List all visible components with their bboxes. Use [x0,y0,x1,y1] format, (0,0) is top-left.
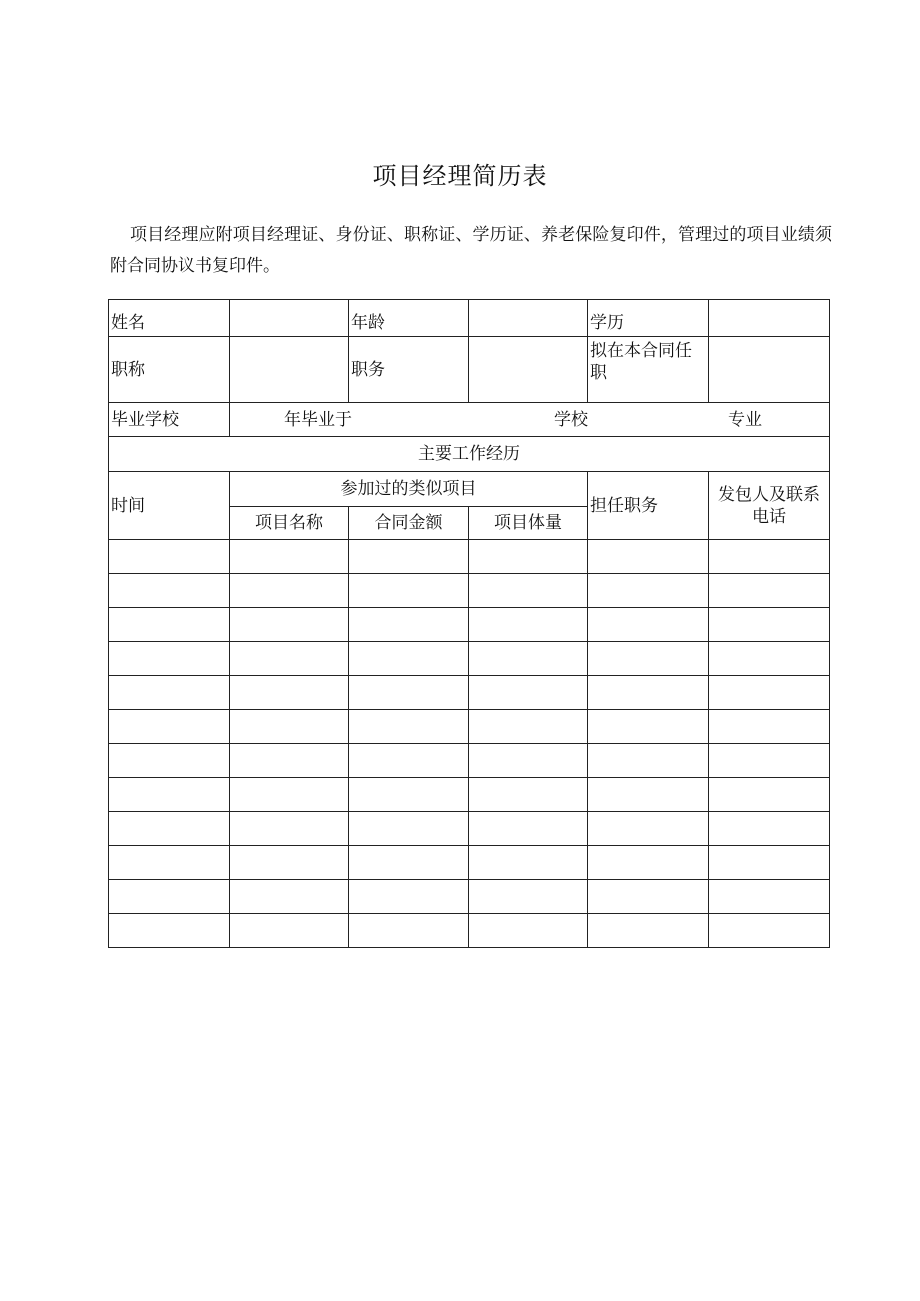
table-row [109,608,830,642]
table-row [109,710,830,744]
school-label: 毕业学校 [109,403,230,437]
education-label: 学历 [588,300,709,337]
table-row [109,676,830,710]
role-cell[interactable] [588,676,709,710]
school-field[interactable] [230,403,830,437]
table-row [109,914,830,948]
table-row [109,880,830,914]
position-label: 职务 [349,337,469,403]
role-cell[interactable] [588,574,709,608]
project-name-cell[interactable] [230,778,349,812]
project-volume-cell[interactable] [469,880,588,914]
col-role-header: 担任职务 [588,472,709,540]
contract-amount-cell[interactable] [349,778,469,812]
project-name-cell[interactable] [230,812,349,846]
proposed-role-field[interactable] [709,337,830,403]
project-volume-cell[interactable] [469,574,588,608]
time-cell[interactable] [109,676,230,710]
role-cell[interactable] [588,744,709,778]
role-cell[interactable] [588,540,709,574]
table-row [109,574,830,608]
col-projects-group-header: 参加过的类似项目 [230,472,588,507]
project-volume-cell[interactable] [469,914,588,948]
experience-section-title: 主要工作经历 [109,437,830,472]
role-cell[interactable] [588,914,709,948]
time-cell[interactable] [109,710,230,744]
contract-amount-cell[interactable] [349,574,469,608]
role-cell[interactable] [588,880,709,914]
role-cell[interactable] [588,608,709,642]
title-info-row [109,337,830,403]
time-cell[interactable] [109,540,230,574]
name-field[interactable] [230,300,349,337]
role-cell[interactable] [588,642,709,676]
project-name-cell[interactable] [230,574,349,608]
project-name-cell[interactable] [230,608,349,642]
project-volume-cell[interactable] [469,540,588,574]
experience-rows [109,540,830,948]
time-cell[interactable] [109,778,230,812]
education-field[interactable] [709,300,830,337]
time-cell[interactable] [109,812,230,846]
contract-amount-cell[interactable] [349,540,469,574]
project-name-cell[interactable] [230,642,349,676]
project-name-cell[interactable] [230,710,349,744]
position-field[interactable] [469,337,588,403]
time-cell[interactable] [109,608,230,642]
role-cell[interactable] [588,846,709,880]
project-volume-cell[interactable] [469,608,588,642]
school-text: 学校 [554,409,588,430]
col-project-volume-header: 项目体量 [469,507,588,540]
project-name-cell[interactable] [230,880,349,914]
time-cell[interactable] [109,846,230,880]
employer-contact-cell[interactable] [709,778,830,812]
project-volume-cell[interactable] [469,812,588,846]
role-cell[interactable] [588,710,709,744]
col-contract-amount-header: 合同金额 [349,507,469,540]
employer-contact-cell[interactable] [709,846,830,880]
time-cell[interactable] [109,744,230,778]
employer-contact-cell[interactable] [709,574,830,608]
project-volume-cell[interactable] [469,778,588,812]
col-time-header: 时间 [109,472,230,540]
project-volume-cell[interactable] [469,846,588,880]
time-cell[interactable] [109,642,230,676]
contract-amount-cell[interactable] [349,846,469,880]
project-name-cell[interactable] [230,846,349,880]
contract-amount-cell[interactable] [349,676,469,710]
intro-paragraph: 项目经理应附项目经理证、身份证、职称证、学历证、养老保险复印件，管理过的项目业绩须附合同协议书复印件。 [110,225,832,276]
contract-amount-cell[interactable] [349,642,469,676]
experience-header-row [109,472,830,507]
col-project-name-header: 项目名称 [230,507,349,540]
graduated-year-text: 年毕业于 [284,409,352,430]
time-cell[interactable] [109,914,230,948]
table-row [109,540,830,574]
role-cell[interactable] [588,812,709,846]
table-row [109,744,830,778]
contract-amount-cell[interactable] [349,812,469,846]
project-volume-cell[interactable] [469,744,588,778]
contract-amount-cell[interactable] [349,710,469,744]
role-cell[interactable] [588,778,709,812]
name-label: 姓名 [109,300,230,337]
project-volume-cell[interactable] [469,642,588,676]
project-name-cell[interactable] [230,914,349,948]
basic-info-row [109,300,830,337]
employer-contact-cell[interactable] [709,540,830,574]
project-name-cell[interactable] [230,744,349,778]
title-label: 职称 [109,337,230,403]
table-row [109,642,830,676]
table-row [109,846,830,880]
major-text: 专业 [728,409,762,430]
age-field[interactable] [469,300,588,337]
page-title: 项目经理简历表 [372,162,548,190]
school-row [109,403,830,437]
time-cell[interactable] [109,880,230,914]
employer-contact-cell[interactable] [709,744,830,778]
employer-contact-cell[interactable] [709,880,830,914]
employer-contact-cell[interactable] [709,642,830,676]
employer-contact-cell[interactable] [709,914,830,948]
project-name-cell[interactable] [230,676,349,710]
proposed-role-label: 拟在本合同任职 [588,337,709,403]
project-volume-cell[interactable] [469,710,588,744]
table-row [109,812,830,846]
project-name-cell[interactable] [230,540,349,574]
contract-amount-cell[interactable] [349,880,469,914]
project-volume-cell[interactable] [469,676,588,710]
age-label: 年龄 [349,300,469,337]
employer-contact-cell[interactable] [709,676,830,710]
col-employer-contact-header: 发包人及联系电话 [709,472,830,540]
contract-amount-cell[interactable] [349,744,469,778]
employer-contact-cell[interactable] [709,608,830,642]
table-row [109,778,830,812]
resume-table [108,299,830,948]
employer-contact-cell[interactable] [709,812,830,846]
contract-amount-cell[interactable] [349,914,469,948]
time-cell[interactable] [109,574,230,608]
employer-contact-cell[interactable] [709,710,830,744]
contract-amount-cell[interactable] [349,608,469,642]
title-field[interactable] [230,337,349,403]
experience-title-row [109,437,830,472]
